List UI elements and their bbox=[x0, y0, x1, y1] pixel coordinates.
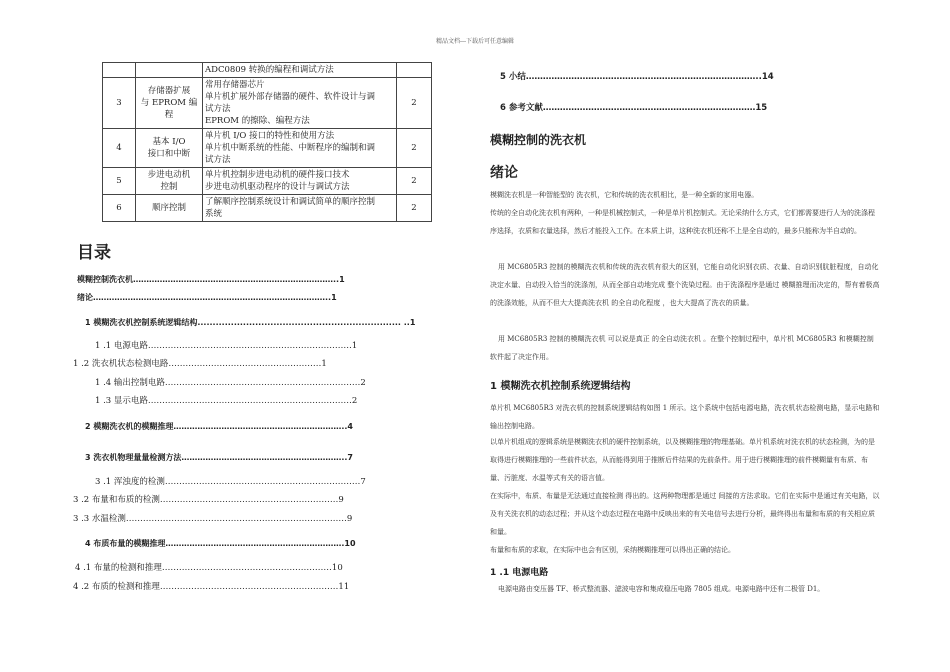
table-cell-no: 5 bbox=[103, 168, 136, 195]
intro-heading: 绪论 bbox=[490, 165, 518, 181]
table-cell-content bbox=[203, 168, 397, 195]
content-line: 常用存储器芯片 bbox=[205, 80, 265, 90]
toc-entry-13[interactable]: 4 .1 布量的检测和推理……………………………………………………10 bbox=[75, 563, 343, 573]
table-cell-no: 3 bbox=[103, 78, 136, 129]
toc-entry-references[interactable]: 6 参考文献…………………………………………………………………15 bbox=[500, 103, 768, 113]
table-cell-hours: 2 bbox=[397, 195, 432, 222]
table-cell-hours: 2 bbox=[397, 78, 432, 129]
table-cell-content bbox=[203, 195, 397, 222]
content-line: 单片机 I/O 接口的特性和使用方法 bbox=[205, 131, 335, 141]
header-note: 精品文档---下载后可任意编辑 bbox=[435, 38, 515, 45]
content-line: 了解顺序控制系统设计和调试简单的顺序控制 bbox=[205, 197, 376, 207]
toc-entry-7[interactable]: 2 模糊洗衣机的模糊推理………………………………………………………..4 bbox=[85, 422, 353, 431]
table-cell-no: 6 bbox=[103, 195, 136, 222]
topic-line: 程 bbox=[164, 110, 174, 120]
table-row bbox=[103, 78, 432, 129]
section1-paragraph-3: 在实际中，布质、布量是无法通过直接检测 得出的。这两种物理都是通过 间接的方法求取。它们在实际中是通过有关电路，以及有关洗衣机的动态过程；并从这个动态过程在电路中反映出来的有关电信号去进行分析，最终得出布量和布质的有关相应质和量。 bbox=[490, 492, 880, 536]
content-line: 单片机控制步进电动机的硬件接口技术 bbox=[205, 170, 350, 180]
table-cell-content bbox=[203, 63, 397, 78]
content-line: 试方法 bbox=[205, 104, 231, 114]
content-line: 单片机扩展外部存储器的硬件、软件设计与调 bbox=[205, 92, 376, 102]
table-cell-hours bbox=[397, 63, 432, 78]
content-line: 步进电动机驱动程序的设计与调试方法 bbox=[205, 182, 350, 192]
table-cell-content bbox=[203, 129, 397, 168]
content-line: ADC0809 转换的编程和调试方法 bbox=[205, 65, 334, 75]
intro-paragraph-2: 传统的全自动化洗衣机有两种，一种是机械控制式，一种是单片机控制式。无论采纳什么方式，它们都需要进行人为的洗涤程序选择，衣质和衣量选择，然后才能投入工作。在本质上讲，这种洗衣机还称不上是全自动的，最多只能称为半自动的。 bbox=[490, 209, 875, 235]
section1-paragraph-2: 以单片机组成的逻辑系统是模糊洗衣机的硬件控制系统，以及模糊推理的物理基础。单片机系统对洗衣机的状态检测，为的是取得进行模糊推理的一些前件状态，从而能得到用于推断后件结果的先前条件。用于进行模糊推理的前件模糊量有布质、布量、污脏度、水温等式有关的语言值。 bbox=[490, 438, 875, 482]
toc-entry-2[interactable]: 1 模糊洗衣机控制系统逻辑结构................................................................... ..1 bbox=[85, 318, 416, 327]
table-cell-hours: 2 bbox=[397, 129, 432, 168]
toc-entry-12[interactable]: 4 布质布量的模糊推理………………………………………………………….10 bbox=[85, 539, 356, 548]
toc-entry-9[interactable]: 3 .1 浑浊度的检测……………………………………………………………7 bbox=[95, 477, 366, 487]
table-cell-topic bbox=[136, 168, 203, 195]
content-line: 系统 bbox=[205, 209, 223, 219]
intro-paragraph-1: 模糊洗衣机是一种智能型的 洗衣机，它和传统的洗衣机相比，是一种全新的家用电器。 bbox=[490, 191, 759, 199]
intro-paragraph-3: 用 MC6805R3 控制的模糊洗衣机和传统的洗衣机有很大的区别，它能自动化识别衣质、衣量、自动识别肮脏程度，自动化决定水量、自动投入恰当的洗涤剂，从而全部自动地完成 整个洗染过程。由于洗涤程序是通过 模糊推理而决定的，帮有着极高的洗涤效能，从而不但大大提高洗衣机 的全自动化程度 ，也大大提高了洗衣的质量。 bbox=[490, 263, 880, 307]
intro-paragraph-4: 用 MC6805R3 控制的模糊洗衣机 可以说是真正 的全自动洗衣机 。在整个控制过程中，单片机 MC6805R3 和模糊控制软件起了决定作用。 bbox=[490, 335, 874, 361]
table-cell-topic bbox=[136, 78, 203, 129]
table-cell-topic bbox=[136, 63, 203, 78]
table-row bbox=[103, 129, 432, 168]
topic-line: 顺序控制 bbox=[151, 203, 186, 213]
toc-title: 目录 bbox=[77, 243, 111, 263]
toc-entry-10[interactable]: 3 .2 布量和布质的检测………………………………………………………9 bbox=[73, 495, 344, 505]
topic-line: 控制 bbox=[160, 182, 178, 192]
toc-entry-14[interactable]: 4 .2 布质的检测和推理………………………………………………………11 bbox=[73, 582, 350, 592]
table-cell-no bbox=[103, 63, 136, 78]
table-cell-topic bbox=[136, 129, 203, 168]
toc-entry-6[interactable]: 1 .3 显示电路………………………………………………………………2 bbox=[95, 396, 358, 406]
toc-entry-1[interactable]: 绪论……………………………………………………………………………..1 bbox=[77, 293, 337, 302]
table-cell-no: 4 bbox=[103, 129, 136, 168]
content-line: 试方法 bbox=[205, 155, 231, 165]
toc-entry-8[interactable]: 3 洗衣机物理量量检测方法……………………………………………………..7 bbox=[85, 453, 353, 462]
toc-entry-11[interactable]: 3 .3 水温检测……………………………………………………………………9 bbox=[73, 514, 353, 524]
toc-entry-3[interactable]: 1 .1 电源电路………………………………………………………………1 bbox=[95, 341, 358, 351]
table-row bbox=[103, 168, 432, 195]
toc-entry-5[interactable]: 1 .4 输出控制电路……………………………………………………………2 bbox=[95, 378, 366, 388]
topic-line: 接口和中断 bbox=[147, 149, 191, 159]
curriculum-table bbox=[102, 62, 432, 222]
topic-line: 步进电动机 bbox=[147, 170, 191, 180]
topic-line: 与 EPROM 编 bbox=[140, 98, 198, 108]
table-row bbox=[103, 195, 432, 222]
toc-entry-summary[interactable]: 5 小结………………………………………………………………………..14 bbox=[500, 72, 774, 82]
table-cell-hours: 2 bbox=[397, 168, 432, 195]
toc-entry-0[interactable]: 模糊控制洗衣机…………………………………………………………………..1 bbox=[77, 275, 345, 284]
sub-1-1-paragraph: 电源电路由变压器 TF、桥式整流器、滤波电容和集成稳压电路 7805 组成。电源电路中还有二极管 D1。 bbox=[498, 585, 825, 593]
content-line: EPROM 的擦除、编程方法 bbox=[205, 116, 310, 126]
table-cell-topic bbox=[136, 195, 203, 222]
toc-entry-4[interactable]: 1 .2 洗衣机状态检测电路………………………………………………1 bbox=[73, 359, 327, 369]
table-cell-content bbox=[203, 78, 397, 129]
table-row bbox=[103, 63, 432, 78]
topic-line: 存储器扩展 bbox=[147, 86, 191, 96]
section1-heading: 1 模糊洗衣机控制系统逻辑结构 bbox=[490, 381, 631, 392]
section1-paragraph-1: 单片机 MC6805R3 对洗衣机的控制系统逻辑结构如图 1 所示。这个系统中包括电源电路，洗衣机状态检测电路，显示电路和输出控制电路。 bbox=[490, 404, 880, 430]
content-line: 单片机中断系统的性能、中断程序的编制和调 bbox=[205, 143, 376, 153]
sub-1-1-heading: 1 .1 电源电路 bbox=[490, 568, 549, 578]
document-title: 模糊控制的洗衣机 bbox=[490, 133, 587, 147]
section1-paragraph-4: 布量和布质的求取，在实际中也会有区别，采纳模糊推理可以得出正确的结论。 bbox=[490, 546, 735, 554]
topic-line: 基本 I/O bbox=[152, 137, 186, 147]
